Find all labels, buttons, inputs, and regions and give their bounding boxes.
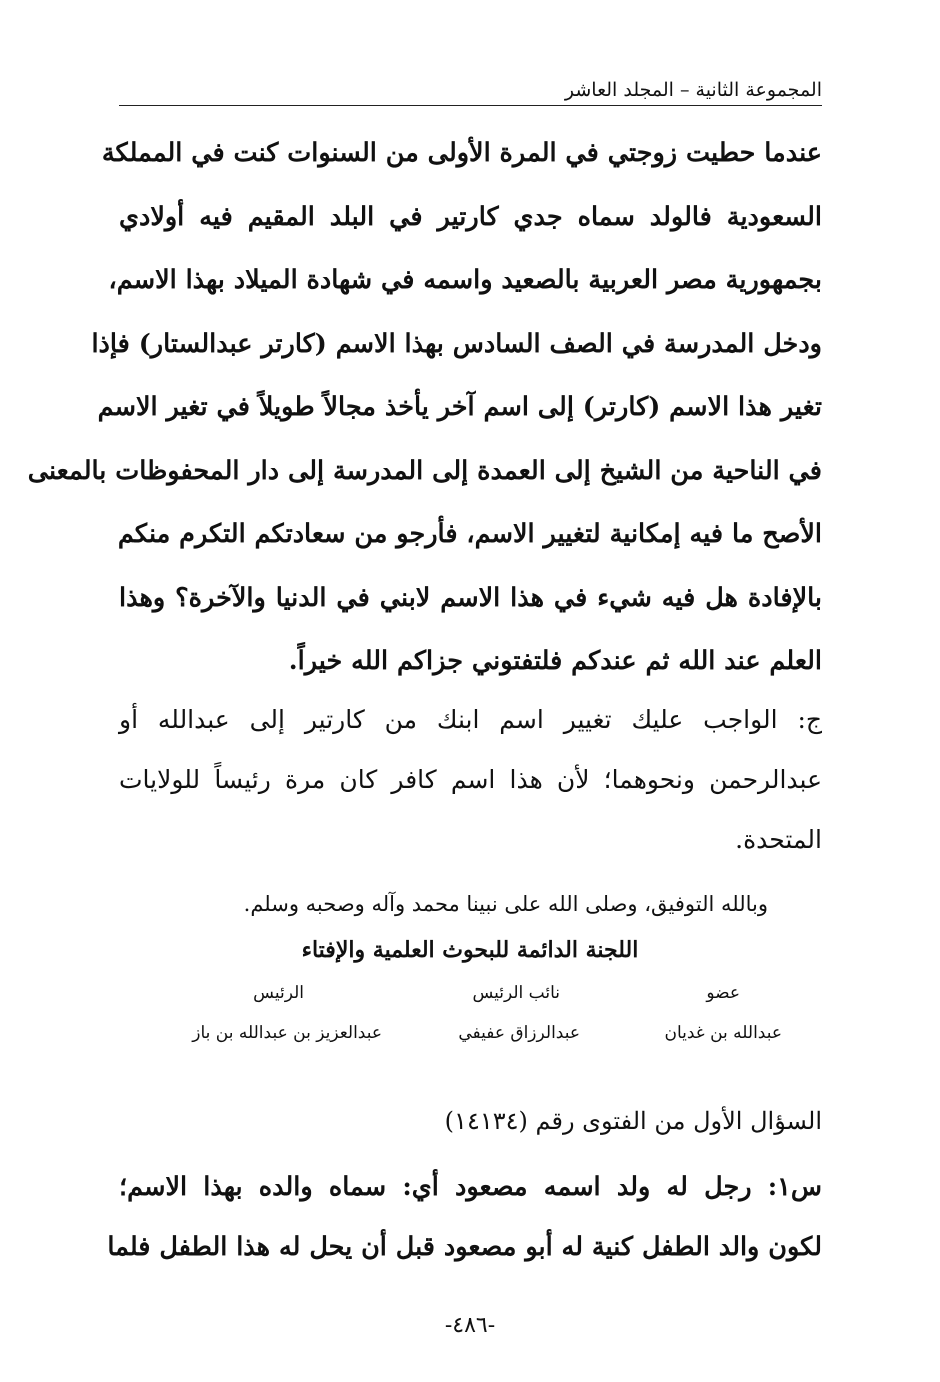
question-line: عندما حطيت زوجتي في المرة الأولى من السنوات كنت في المملكة — [101, 138, 822, 168]
answer-text — [119, 690, 822, 870]
answer-line: ج: الواجب عليك تغيير اسم ابنك من كارتير إلى عبدالله أو — [119, 705, 822, 734]
question-line: تغير هذا الاسم (كارتر) إلى اسم آخر يأخذ مجالاً طويلاً في تغير الاسم — [97, 392, 822, 422]
signatory-names — [0, 1013, 940, 1053]
question-text — [27, 122, 822, 694]
page-number: -٤٨٦- — [444, 1313, 496, 1338]
fatwa-title: السؤال الأول من الفتوى رقم (١٤١٣٤) — [444, 1107, 822, 1135]
question-line: الأصح ما فيه إمكانية لتغيير الاسم، فأرجو من سعادتكم التكرم منكم — [117, 519, 822, 549]
name-vice-president: عبدالرزاق عفيفي — [458, 1023, 580, 1043]
question-line: ودخل المدرسة في الصف السادس بهذا الاسم (كارتر عبدالستار) فإذا — [91, 328, 822, 359]
question-line: بالإفادة هل فيه شيء في هذا الاسم لابني في الدنيا والآخرة؟ وهذا — [119, 582, 822, 613]
role-member: عضو — [706, 983, 740, 1003]
question2-line: لكون والد الطفل كنية له أبو مصعود قبل أن يحل له هذا الطفل فلما — [107, 1232, 822, 1262]
answer-line: المتحدة. — [735, 825, 822, 854]
question-line: بجمهورية مصر العربية بالصعيد واسمه في شهادة الميلاد بهذا الاسم، — [108, 265, 822, 295]
question-line: السعودية فالولد سماه جدي كارتير في البلد المقيم فيه أولادي — [119, 201, 822, 232]
question-line: العلم عند الله ثم عندكم فلتفتوني جزاكم الله خيراً. — [288, 646, 822, 676]
running-title: المجموعة الثانية – المجلد العاشر — [557, 78, 822, 102]
answer-line: عبدالرحمن ونحوهما؛ لأن هذا اسم كافر كان مرة رئيساً للولايات — [119, 765, 822, 794]
role-vice-president: نائب الرئيس — [472, 983, 560, 1003]
role-president: الرئيس — [253, 983, 304, 1003]
running-header — [119, 74, 822, 106]
question-line: في الناحية من الشيخ إلى العمدة إلى المدرسة إلى دار المحفوظات بالمعنى — [27, 455, 822, 486]
name-member: عبدالله بن غديان — [664, 1023, 782, 1043]
name-president: عبدالعزيز بن عبدالله بن باز — [192, 1023, 382, 1043]
question2-text — [107, 1157, 822, 1277]
signatory-roles — [0, 973, 940, 1013]
question2-line: س١: رجل له ولد اسمه مصعود أي: سماه والده بهذا الاسم؛ — [119, 1172, 822, 1202]
closing-formula: وبالله التوفيق، وصلى الله على نبينا محمد وآله وصحبه وسلم. — [243, 892, 768, 916]
committee-title: اللجنة الدائمة للبحوث العلمية والإفتاء — [301, 937, 639, 963]
